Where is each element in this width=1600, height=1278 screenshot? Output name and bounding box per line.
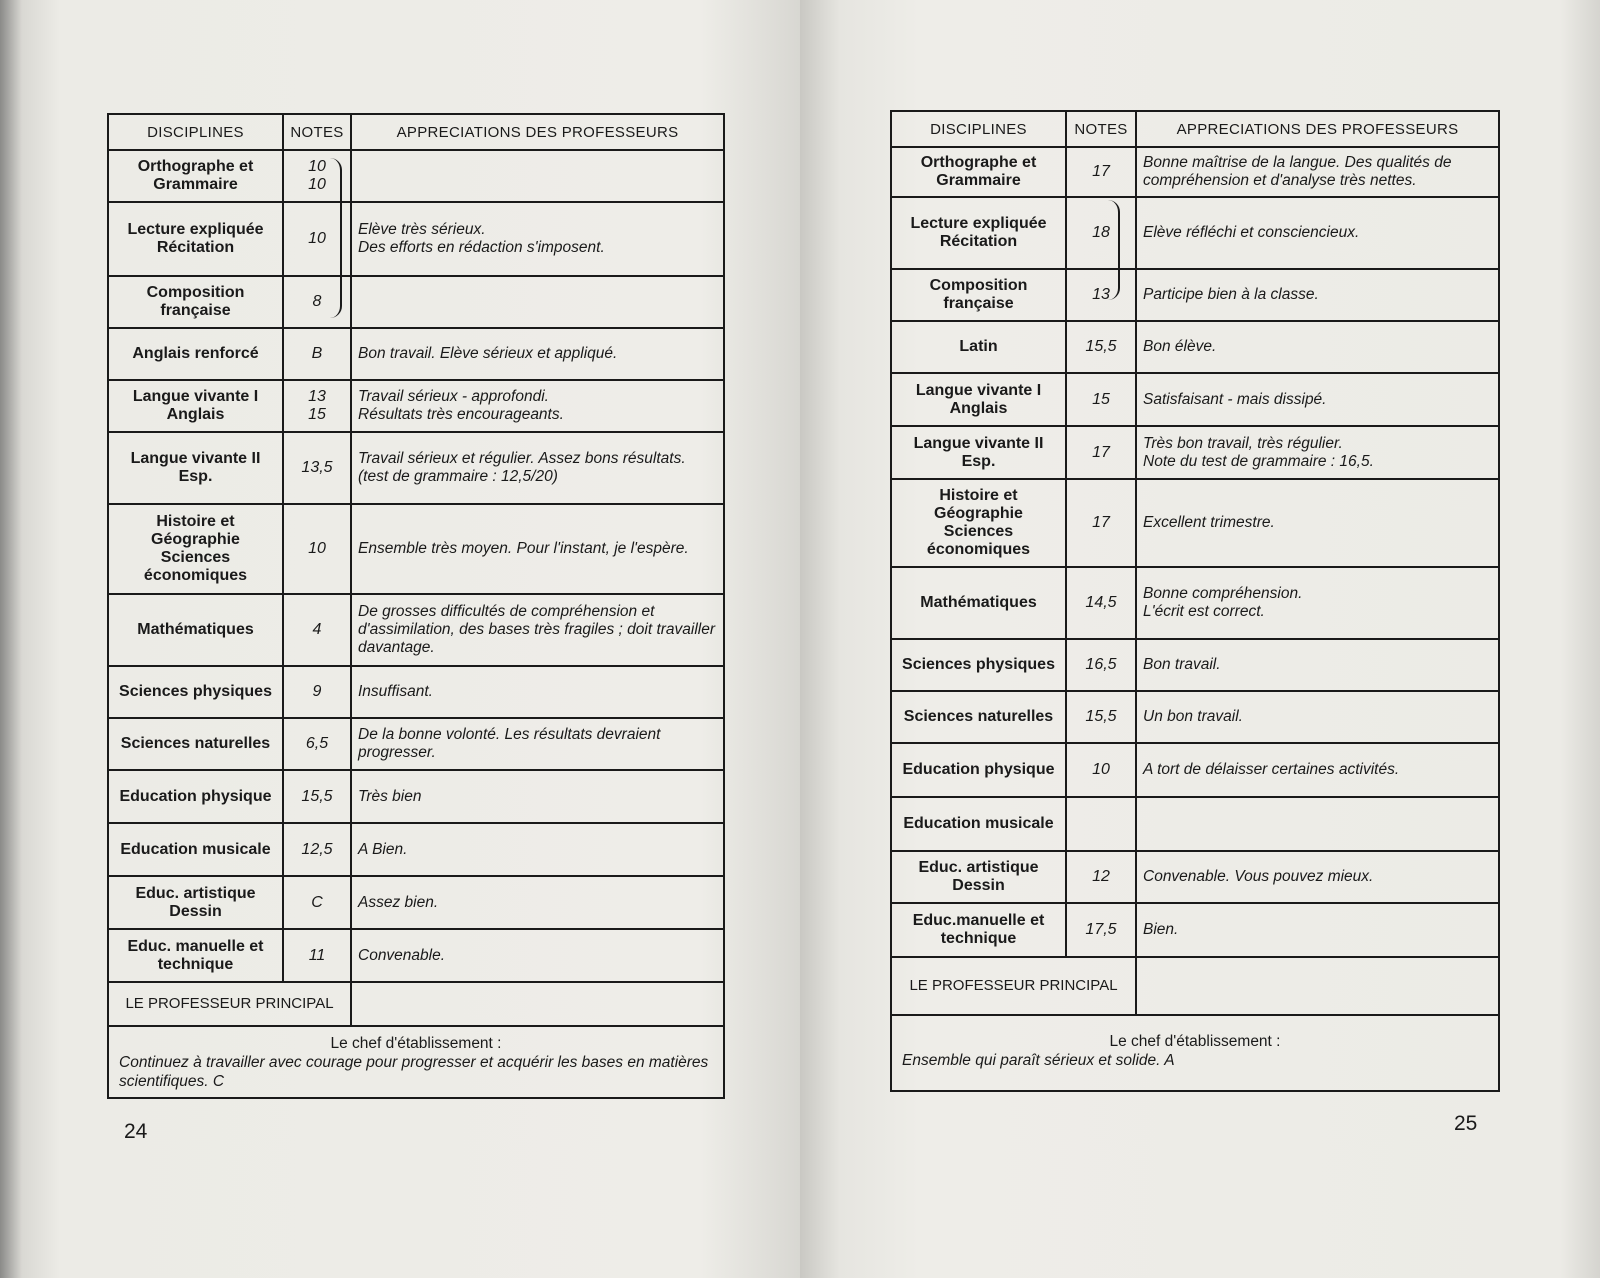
table-row (108, 432, 724, 504)
appreciation-cell: Convenable. Vous pouvez mieux. (1136, 851, 1499, 903)
table-row (891, 479, 1499, 567)
appreciation-cell: Assez bien. (351, 876, 724, 929)
note-cell: 6,5 (283, 718, 351, 770)
note-cell: 18 (1066, 197, 1136, 269)
header-disciplines: DISCIPLINES (108, 114, 283, 150)
table-row (891, 197, 1499, 269)
table-row (108, 770, 724, 823)
discipline-cell: Langue vivante I Anglais (108, 380, 283, 432)
table-row (891, 567, 1499, 639)
appreciation-cell (351, 276, 724, 328)
header-appreciations: APPRECIATIONS DES PROFESSEURS (351, 114, 724, 150)
discipline-cell: Education physique (108, 770, 283, 823)
note-cell: 12,5 (283, 823, 351, 876)
professeur-principal-signature (351, 982, 724, 1026)
table-row (891, 426, 1499, 479)
discipline-cell: Anglais renforcé (108, 328, 283, 380)
discipline-cell: Sciences naturelles (891, 691, 1066, 743)
header-appreciations: APPRECIATIONS DES PROFESSEURS (1136, 111, 1499, 147)
header-disciplines: DISCIPLINES (891, 111, 1066, 147)
discipline-cell: Histoire et Géographie Sciences économiques (891, 479, 1066, 567)
professeur-row (891, 957, 1499, 1015)
discipline-cell: Composition française (891, 269, 1066, 321)
table-row (108, 666, 724, 718)
discipline-cell: Educ. artistique Dessin (891, 851, 1066, 903)
appreciation-cell: De grosses difficultés de compréhension et d'assimilation, des bases très fragiles ; doit travailler davantage. (351, 594, 724, 666)
table-row (891, 269, 1499, 321)
discipline-cell: Educ. artistique Dessin (108, 876, 283, 929)
table-row (108, 594, 724, 666)
table-row (891, 691, 1499, 743)
table-row (108, 823, 724, 876)
header-notes: NOTES (1066, 111, 1136, 147)
appreciation-cell: Elève réfléchi et consciencieux. (1136, 197, 1499, 269)
chef-row (108, 1026, 724, 1098)
note-cell: B (283, 328, 351, 380)
appreciation-cell (351, 150, 724, 202)
table-row (891, 147, 1499, 197)
table-row (891, 903, 1499, 957)
table-row (108, 504, 724, 594)
appreciation-cell: A Bien. (351, 823, 724, 876)
discipline-cell: Mathématiques (108, 594, 283, 666)
table-row (108, 876, 724, 929)
discipline-cell: Composition française (108, 276, 283, 328)
appreciation-cell: Bonne maîtrise de la langue. Des qualités de compréhension et d'analyse très nettes. (1136, 147, 1499, 197)
note-cell: 13,5 (283, 432, 351, 504)
chef-etablissement-cell (891, 1015, 1499, 1091)
note-cell: 15,5 (1066, 691, 1136, 743)
chef-etablissement-comment: Ensemble qui paraît sérieux et solide. A (902, 1052, 1175, 1069)
discipline-cell: Langue vivante II Esp. (891, 426, 1066, 479)
brace-francais-right (1104, 200, 1120, 300)
table-row (108, 718, 724, 770)
grades-table-left (107, 113, 725, 1099)
note-cell: 13 15 (283, 380, 351, 432)
professeur-principal-label: LE PROFESSEUR PRINCIPAL (891, 957, 1136, 1015)
table-row (891, 321, 1499, 373)
note-cell: C (283, 876, 351, 929)
note-cell: 10 (1066, 743, 1136, 797)
table-header (108, 114, 724, 150)
appreciation-cell: Elève très sérieux. Des efforts en rédaction s'imposent. (351, 202, 724, 276)
note-cell: 13 (1066, 269, 1136, 321)
page-right (800, 0, 1600, 1278)
discipline-cell: Educ. manuelle et technique (108, 929, 283, 982)
chef-etablissement-cell (108, 1026, 724, 1098)
appreciation-cell: Participe bien à la classe. (1136, 269, 1499, 321)
note-cell: 17 (1066, 479, 1136, 567)
table-row (108, 380, 724, 432)
note-cell: 15 (1066, 373, 1136, 426)
discipline-cell: Langue vivante II Esp. (108, 432, 283, 504)
discipline-cell: Sciences naturelles (108, 718, 283, 770)
appreciation-cell: Satisfaisant - mais dissipé. (1136, 373, 1499, 426)
table-row (891, 639, 1499, 691)
appreciation-cell: Bien. (1136, 903, 1499, 957)
chef-etablissement-label: Le chef d'établissement : (1109, 1033, 1281, 1050)
table-row (108, 328, 724, 380)
discipline-cell: Mathématiques (891, 567, 1066, 639)
discipline-cell: Latin (891, 321, 1066, 373)
note-cell (1066, 797, 1136, 851)
table-header (891, 111, 1499, 147)
note-cell: 10 (283, 504, 351, 594)
discipline-cell: Orthographe et Grammaire (108, 150, 283, 202)
appreciation-cell: Très bien (351, 770, 724, 823)
appreciation-cell: Travail sérieux - approfondi. Résultats très encourageants. (351, 380, 724, 432)
table-row (108, 202, 724, 276)
discipline-cell: Education physique (891, 743, 1066, 797)
note-cell: 15,5 (283, 770, 351, 823)
discipline-cell: Lecture expliquée Récitation (108, 202, 283, 276)
note-cell: 16,5 (1066, 639, 1136, 691)
appreciation-cell: A tort de délaisser certaines activités. (1136, 743, 1499, 797)
chef-etablissement-comment: Continuez à travailler avec courage pour progresser et acquérir les bases en matières scientifiques. C (119, 1053, 709, 1090)
table-body (891, 147, 1499, 957)
appreciation-cell: Convenable. (351, 929, 724, 982)
table-row (891, 373, 1499, 426)
appreciation-cell: De la bonne volonté. Les résultats devraient progresser. (351, 718, 724, 770)
note-cell: 8 (283, 276, 351, 328)
professeur-principal-label: LE PROFESSEUR PRINCIPAL (108, 982, 351, 1026)
table-body (108, 150, 724, 982)
discipline-cell: Langue vivante I Anglais (891, 373, 1066, 426)
discipline-cell: Education musicale (891, 797, 1066, 851)
professeur-row (108, 982, 724, 1026)
note-cell: 17 (1066, 426, 1136, 479)
note-cell: 17 (1066, 147, 1136, 197)
note-cell: 9 (283, 666, 351, 718)
note-cell: 10 (283, 202, 351, 276)
header-notes: NOTES (283, 114, 351, 150)
table-row (108, 276, 724, 328)
page-number-right: 25 (1454, 1112, 1478, 1135)
table-row (891, 797, 1499, 851)
appreciation-cell: Travail sérieux et régulier. Assez bons résultats. (test de grammaire : 12,5/20) (351, 432, 724, 504)
chef-etablissement-label: Le chef d'établissement : (330, 1034, 502, 1052)
appreciation-cell: Bon travail. (1136, 639, 1499, 691)
table-row (108, 150, 724, 202)
table-row (891, 743, 1499, 797)
discipline-cell: Sciences physiques (891, 639, 1066, 691)
appreciation-cell (1136, 797, 1499, 851)
note-cell: 15,5 (1066, 321, 1136, 373)
appreciation-cell: Excellent trimestre. (1136, 479, 1499, 567)
brace-francais-left (326, 158, 342, 318)
discipline-cell: Orthographe et Grammaire (891, 147, 1066, 197)
appreciation-cell: Très bon travail, très régulier. Note du test de grammaire : 16,5. (1136, 426, 1499, 479)
note-cell: 17,5 (1066, 903, 1136, 957)
note-cell: 10 10 (283, 150, 351, 202)
note-cell: 4 (283, 594, 351, 666)
discipline-cell: Sciences physiques (108, 666, 283, 718)
appreciation-cell: Bon élève. (1136, 321, 1499, 373)
note-cell: 11 (283, 929, 351, 982)
discipline-cell: Education musicale (108, 823, 283, 876)
discipline-cell: Histoire et Géographie Sciences économiques (108, 504, 283, 594)
table-row (108, 929, 724, 982)
note-cell: 14,5 (1066, 567, 1136, 639)
appreciation-cell: Un bon travail. (1136, 691, 1499, 743)
discipline-cell: Lecture expliquée Récitation (891, 197, 1066, 269)
page-number-left: 24 (124, 1120, 148, 1143)
grades-table-right (890, 110, 1500, 1092)
appreciation-cell: Insuffisant. (351, 666, 724, 718)
appreciation-cell: Bon travail. Elève sérieux et appliqué. (351, 328, 724, 380)
appreciation-cell: Ensemble très moyen. Pour l'instant, je l'espère. (351, 504, 724, 594)
chef-row (891, 1015, 1499, 1091)
appreciation-cell: Bonne compréhension. L'écrit est correct. (1136, 567, 1499, 639)
table-row (891, 851, 1499, 903)
discipline-cell: Educ.manuelle et technique (891, 903, 1066, 957)
note-cell: 12 (1066, 851, 1136, 903)
professeur-principal-signature (1136, 957, 1499, 1015)
